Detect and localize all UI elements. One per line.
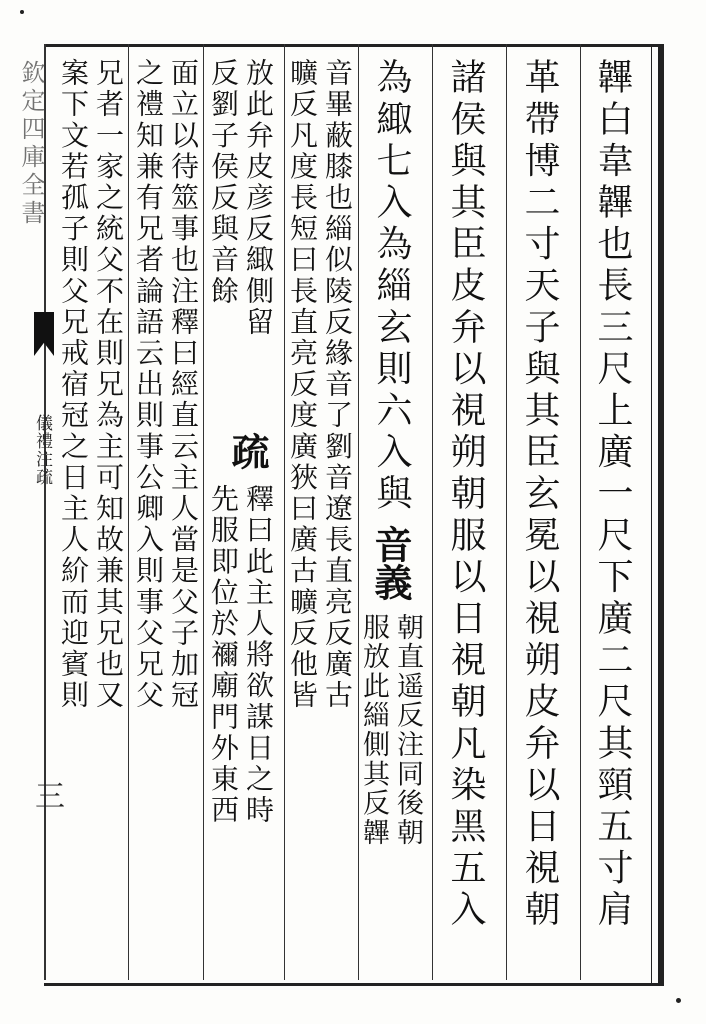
column-rule (580, 44, 581, 980)
annotation-column-8a: 反劉子侯反與音餘 (207, 58, 240, 307)
yinyi-marker: 音義 (368, 525, 413, 601)
ink-speck (20, 10, 24, 14)
ink-speck (676, 998, 681, 1003)
column-rule (128, 44, 129, 980)
text-column-1: 韠白韋韠也長三尺上廣一尺下廣二尺其頸五寸肩 (592, 58, 633, 932)
book-title: 儀禮注疏 (32, 414, 52, 486)
text-column-2: 革帶博二寸天子與其臣玄冕以視朔皮弁以日視朝 (519, 58, 560, 932)
column-rule (506, 44, 507, 980)
collection-title: 欽定四庫全書 (17, 60, 45, 228)
annotation-column-6: 曠反凡度長短曰長直亮反度廣狹曰廣古曠反他皆 (286, 58, 319, 712)
page-number: 三 (29, 780, 64, 810)
column-rule (203, 44, 204, 980)
annotation-column-4a: 朝直遥反注同後朝 (392, 613, 423, 848)
annotation-column-12: 案下文若孤子則父兄戒宿冠之日主人紒而迎賓則 (57, 58, 90, 712)
column-rule (432, 44, 433, 980)
column-rule (284, 44, 285, 980)
annotation-column-5: 音畢蔽膝也緇似陵反緣音了劉音遼長直亮反廣古 (321, 58, 354, 712)
text-column-4: 為緅七入為緇玄則六入與 (371, 58, 412, 516)
text-column-3: 諸侯與其臣皮弁以視朔朝服以日視朝凡染黑五入 (445, 58, 486, 932)
annotation-column-9: 面立以待筮事也注釋曰經直云主人當是父子加冠 (167, 58, 200, 712)
annotation-column-7b: 釋曰此主人將欲謀日之時 (242, 484, 275, 827)
annotation-column-4b: 服放此緇側其反韠 (358, 613, 389, 848)
annotation-column-7a: 放此弁皮彦反緅側留 (242, 58, 275, 338)
annotation-column-11: 兄者一家之統父不在則兄為主可知故兼其兄也又 (92, 58, 125, 712)
annotation-column-8b: 先服即位於禰廟門外東西 (207, 484, 240, 827)
annotation-column-10: 之禮知兼有兄者論語云出則事公卿入則事父兄父 (132, 58, 165, 712)
shu-marker: 疏 (225, 432, 270, 470)
